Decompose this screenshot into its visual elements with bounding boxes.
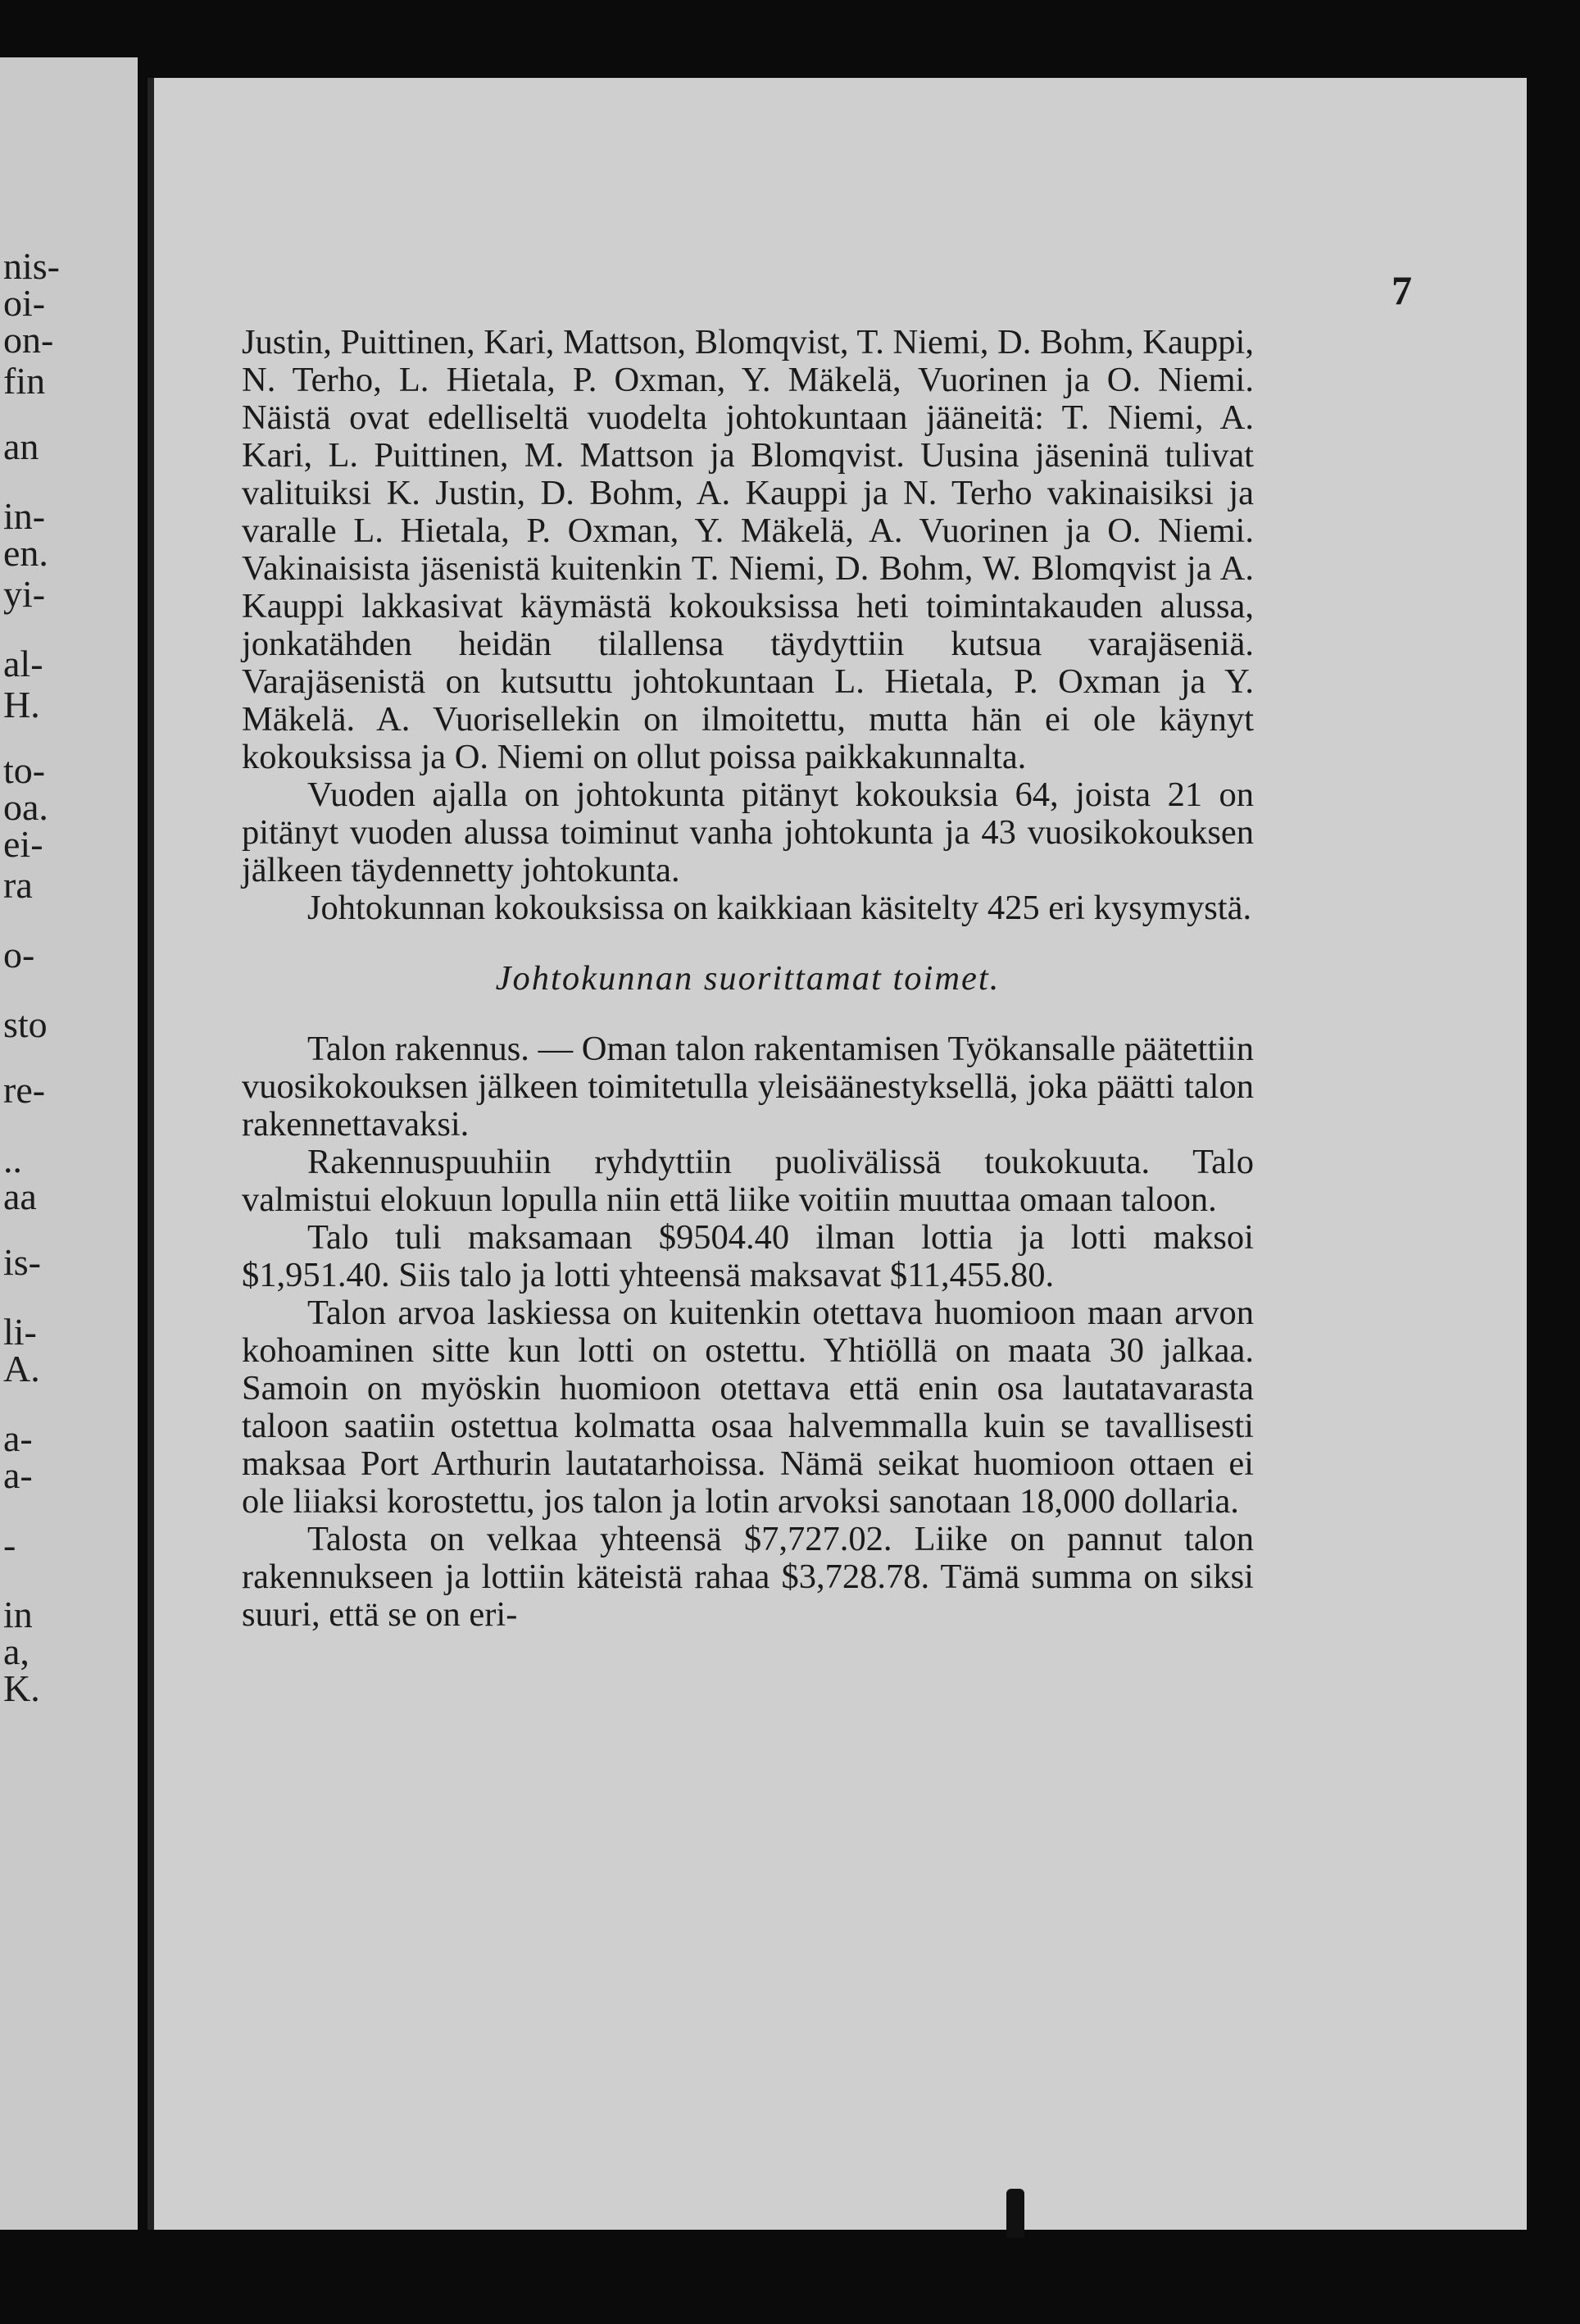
left-page-text: in bbox=[3, 1594, 33, 1635]
left-page-text: .. bbox=[3, 1139, 22, 1180]
left-page-text: en. bbox=[3, 532, 48, 574]
paragraph: Talo tuli maksamaan $9504.40 ilman lottia ja lotti maksoi $1,951.40. Siis talo ja lotti yhteensä maksavat $11,455.80. bbox=[242, 1218, 1254, 1294]
left-page-text: is- bbox=[3, 1241, 41, 1283]
paragraph: Justin, Puittinen, Kari, Mattson, Blomqvist, T. Niemi, D. Bohm, Kauppi, N. Terho, L. Hietala, P. Oxman, Y. Mäkelä, Vuorinen ja O. Niemi. Näistä ovat edelliseltä vuodelta johtokuntaan jääneitä: T. Niemi, A. Kari, L. Puittinen, M. Mattson ja Blomqvist. Uusina jäseninä tulivat valituiksi K. Justin, D. Bohm, A. Kauppi ja N. Terho vakinaisiksi ja varalle L. Hietala, P. Oxman, Y. Mäkelä, A. Vuorinen ja O. Niemi. Vakinaisista jäsenistä kuitenkin T. Niemi, D. Bohm, W. Blomqvist ja A. Kauppi lakkasivat käymästä kokouksissa heti toimintakauden alussa, jonkatähden heidän tilallensa täydyttiin kutsua varajäseniä. Varajäsenistä on kutsuttu johtokuntaan L. Hietala, P. Oxman ja Y. Mäkelä. A. Vuorisellekin on ilmoitettu, mutta hän ei ole käynyt kokouksissa ja O. Niemi on ollut poissa paikkakunnalta. bbox=[242, 323, 1254, 776]
left-page-text: A. bbox=[3, 1348, 40, 1389]
left-page-text: nis- bbox=[3, 245, 60, 287]
paragraph: Talon rakennus. — Oman talon rakentamisen Työkansalle päätettiin vuosikokouksen jälkeen toimitetulla yleisäänestyksellä, joka päätti talon rakennettavaksi. bbox=[242, 1030, 1254, 1144]
paragraph: Talon arvoa laskiessa on kuitenkin otettava huomioon maan arvon kohoaminen sitte kun lotti on ostettu. Yhtiöllä on maata 30 jalkaa. Samoin on myöskin huomioon otettava että enin osa lautatavarasta taloon saatiin ostettua kolmatta osaa halvemmalla kuin se tavallisesti maksaa Port Arthurin lautatarhoissa. Nämä seikat huomioon ottaen ei ole liiaksi korostettu, jos talon ja lotin arvoksi sanotaan 18,000 dollaria. bbox=[242, 1294, 1254, 1521]
body-text bbox=[242, 324, 1254, 1634]
left-page-text: ei- bbox=[3, 823, 43, 865]
paragraph: Rakennuspuuhiin ryhdyttiin puolivälissä toukokuuta. Talo valmistui elokuun lopulla niin että liike voitiin muuttaa omaan taloon. bbox=[242, 1143, 1254, 1219]
left-page-text: in- bbox=[3, 495, 46, 537]
left-page-text: a, bbox=[3, 1630, 30, 1672]
left-page-text: oa. bbox=[3, 786, 48, 828]
left-page-text: to- bbox=[3, 749, 46, 791]
left-page-text: oi- bbox=[3, 282, 46, 324]
left-page-text: aa bbox=[3, 1176, 37, 1217]
left-page-text: on- bbox=[3, 319, 54, 361]
page-number: 7 bbox=[1392, 267, 1412, 313]
left-page-text: o- bbox=[3, 934, 35, 976]
paragraph: Johtokunnan kokouksissa on kaikkiaan käsitelty 425 eri kysymystä. bbox=[307, 889, 1252, 927]
left-page-text: yi- bbox=[3, 573, 46, 615]
left-page-text: an bbox=[3, 425, 39, 467]
left-page-text: al- bbox=[3, 643, 43, 684]
paragraph: Vuoden ajalla on johtokunta pitänyt kokouksia 64, joista 21 on pitänyt vuoden alussa toiminut vanha johtokunta ja 43 vuosikokouksen jälkeen täydennetty johtokunta. bbox=[242, 775, 1254, 889]
scan-artifact bbox=[1006, 2189, 1024, 2238]
left-page-text: - bbox=[3, 1524, 16, 1566]
section-heading: Johtokunnan suorittamat toimet. bbox=[495, 959, 1001, 998]
left-page-text: a- bbox=[3, 1417, 33, 1459]
left-page-text: sto bbox=[3, 1003, 48, 1045]
paragraph: Talosta on velkaa yhteensä $7,727.02. Liike on pannut talon rakennukseen ja lottiin käteistä rahaa $3,728.78. Tämä summa on siksi suuri, että se on eri- bbox=[242, 1520, 1254, 1634]
document-page bbox=[148, 78, 1527, 2230]
left-page-text: K. bbox=[3, 1667, 40, 1709]
left-page-text: li- bbox=[3, 1311, 37, 1353]
left-page-text: re- bbox=[3, 1069, 46, 1111]
left-page-text: a- bbox=[3, 1454, 33, 1496]
left-page-fragment bbox=[0, 57, 138, 2230]
left-page-text: fin bbox=[3, 360, 46, 402]
left-page-text: ra bbox=[3, 864, 33, 906]
left-page-text: H. bbox=[3, 684, 40, 725]
